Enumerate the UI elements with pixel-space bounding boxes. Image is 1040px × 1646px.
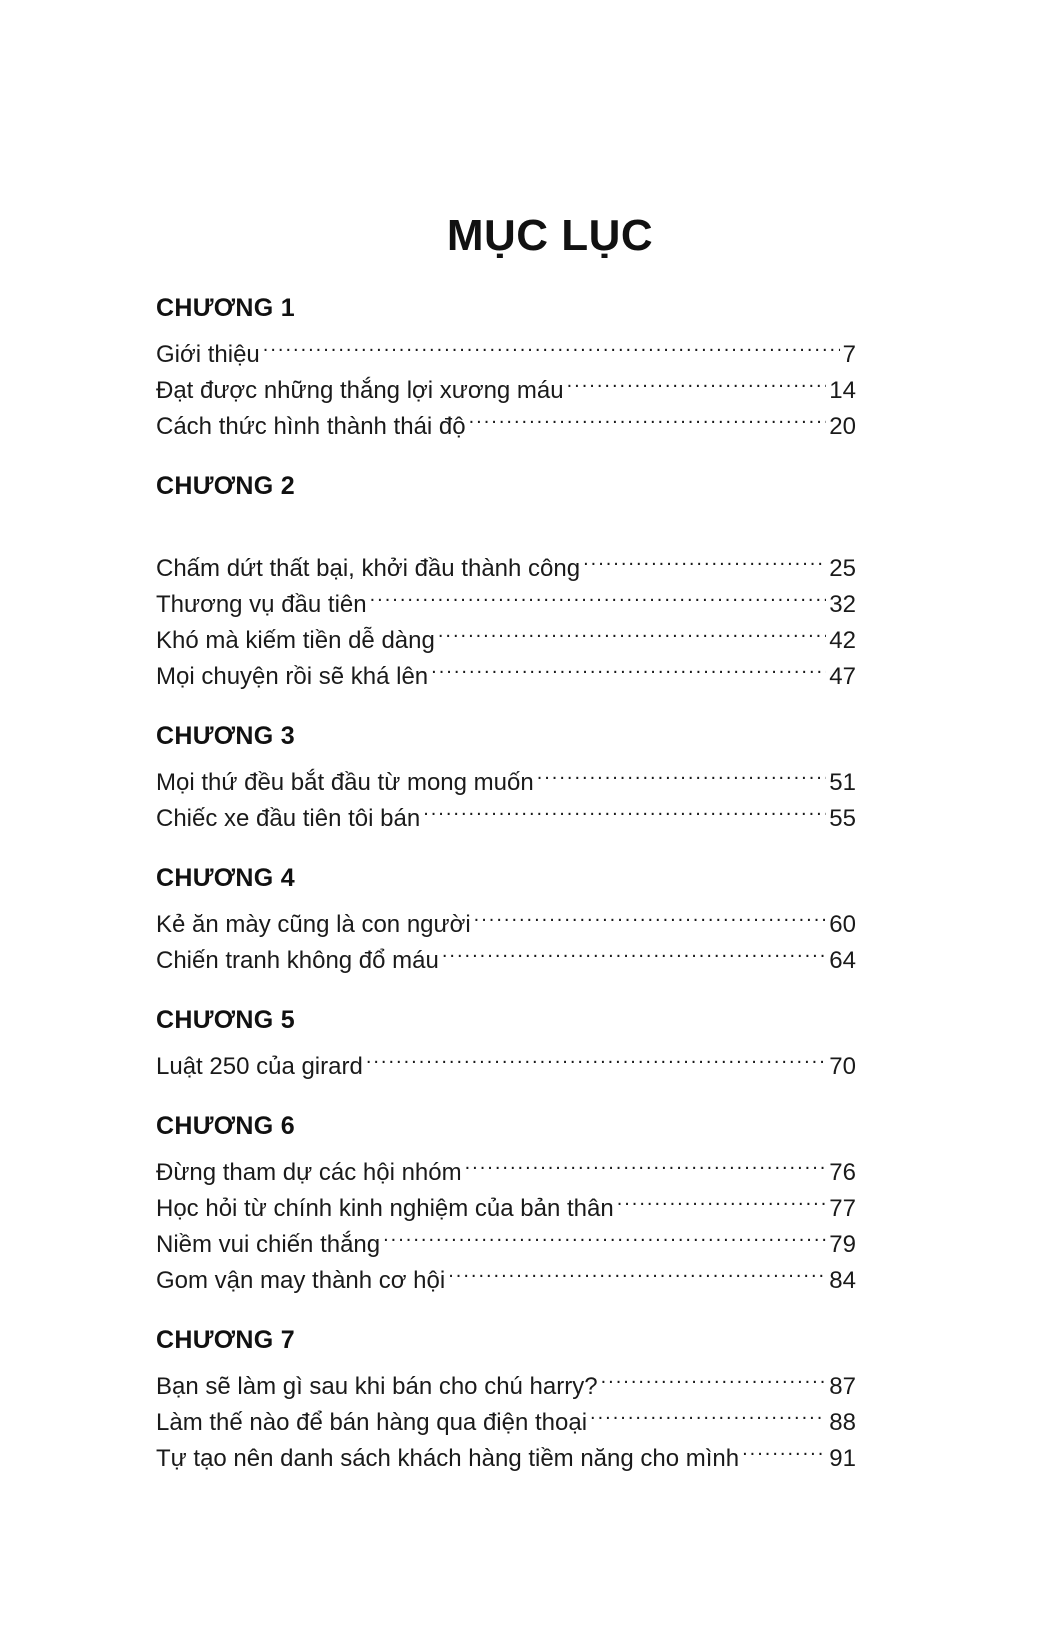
entry-title: Đạt được những thắng lợi xương máu [156, 377, 564, 404]
entry-page-number: 7 [842, 341, 856, 368]
spacer [156, 504, 856, 540]
entry-page-number: 42 [829, 627, 856, 654]
chapter-heading: CHƯƠNG 4 [156, 864, 295, 892]
entry-title: Chiếc xe đầu tiên tôi bán [156, 805, 421, 832]
chapter-2 [156, 468, 856, 690]
entry-title: Mọi chuyện rồi sẽ khá lên [156, 663, 429, 690]
chapter-5 [156, 1002, 856, 1080]
chapter-1 [156, 290, 856, 440]
dot-leader [438, 612, 826, 648]
entry-title: Tự tạo nên danh sách khách hàng tiềm năng cho mình [156, 1445, 740, 1472]
entry-title: Khó mà kiếm tiền dễ dàng [156, 627, 435, 654]
entry-title: Làm thế nào để bán hàng qua điện thoại [156, 1409, 588, 1436]
chapter-4 [156, 860, 856, 974]
chapter-heading: CHƯƠNG 7 [156, 1326, 295, 1354]
chapter-heading: CHƯƠNG 5 [156, 1006, 295, 1034]
toc-entry[interactable] [156, 326, 856, 368]
dot-leader [383, 1216, 826, 1252]
dot-leader [537, 754, 827, 790]
dot-leader [601, 1358, 827, 1394]
chapter-3 [156, 718, 856, 832]
toc-entry[interactable] [156, 754, 856, 796]
entry-title: Bạn sẽ làm gì sau khi bán cho chú harry? [156, 1373, 598, 1400]
dot-leader [370, 576, 827, 612]
entry-page-number: 70 [829, 1053, 856, 1080]
chapter-heading: CHƯƠNG 1 [156, 294, 295, 322]
entry-page-number: 20 [829, 413, 856, 440]
chapter-heading: CHƯƠNG 2 [156, 472, 295, 500]
entry-title: Giới thiệu [156, 341, 260, 368]
dot-leader [567, 362, 827, 398]
dot-leader [583, 540, 826, 576]
dot-leader [423, 790, 826, 826]
entry-page-number: 32 [829, 591, 856, 618]
entry-page-number: 84 [829, 1267, 856, 1294]
entry-page-number: 51 [829, 769, 856, 796]
entry-page-number: 60 [829, 911, 856, 938]
entry-page-number: 55 [829, 805, 856, 832]
dot-leader [263, 326, 840, 362]
dot-leader [442, 932, 826, 968]
entry-page-number: 77 [829, 1195, 856, 1222]
toc-entry[interactable] [156, 540, 856, 582]
entry-title: Chấm dứt thất bại, khởi đầu thành công [156, 555, 581, 582]
chapter-heading: CHƯƠNG 6 [156, 1112, 295, 1140]
entry-title: Gom vận may thành cơ hội [156, 1267, 446, 1294]
dot-leader [448, 1252, 826, 1288]
entry-page-number: 25 [829, 555, 856, 582]
entry-title: Thương vụ đầu tiên [156, 591, 367, 618]
dot-leader [742, 1430, 826, 1466]
entry-page-number: 47 [829, 663, 856, 690]
entry-title: Đừng tham dự các hội nhóm [156, 1159, 462, 1186]
toc-entry[interactable] [156, 1358, 856, 1400]
entry-title: Cách thức hình thành thái độ [156, 413, 466, 440]
entry-title: Luật 250 của girard [156, 1053, 363, 1080]
entry-page-number: 14 [829, 377, 856, 404]
table-of-contents [156, 290, 856, 1472]
dot-leader [431, 648, 826, 684]
entry-title: Niềm vui chiến thắng [156, 1231, 381, 1258]
toc-entry[interactable] [156, 1038, 856, 1080]
chapter-6 [156, 1108, 856, 1294]
entry-page-number: 87 [829, 1373, 856, 1400]
chapter-7 [156, 1322, 856, 1472]
entry-page-number: 79 [829, 1231, 856, 1258]
entry-page-number: 64 [829, 947, 856, 974]
toc-entry[interactable] [156, 1144, 856, 1186]
dot-leader [617, 1180, 827, 1216]
dot-leader [469, 398, 827, 434]
entry-page-number: 88 [829, 1409, 856, 1436]
entry-title: Mọi thứ đều bắt đầu từ mong muốn [156, 769, 534, 796]
toc-entry[interactable] [156, 896, 856, 938]
dot-leader [590, 1394, 826, 1430]
chapter-heading: CHƯƠNG 3 [156, 722, 295, 750]
entry-title: Chiến tranh không đổ máu [156, 947, 439, 974]
entry-page-number: 76 [829, 1159, 856, 1186]
toc-entry[interactable] [156, 362, 856, 404]
entry-title: Học hỏi từ chính kinh nghiệm của bản thân [156, 1195, 614, 1222]
dot-leader [465, 1144, 827, 1180]
entry-page-number: 91 [829, 1445, 856, 1472]
dot-leader [474, 896, 827, 932]
page-title: MỤC LỤC [446, 211, 654, 260]
entry-title: Kẻ ăn mày cũng là con người [156, 911, 471, 938]
dot-leader [366, 1038, 826, 1074]
